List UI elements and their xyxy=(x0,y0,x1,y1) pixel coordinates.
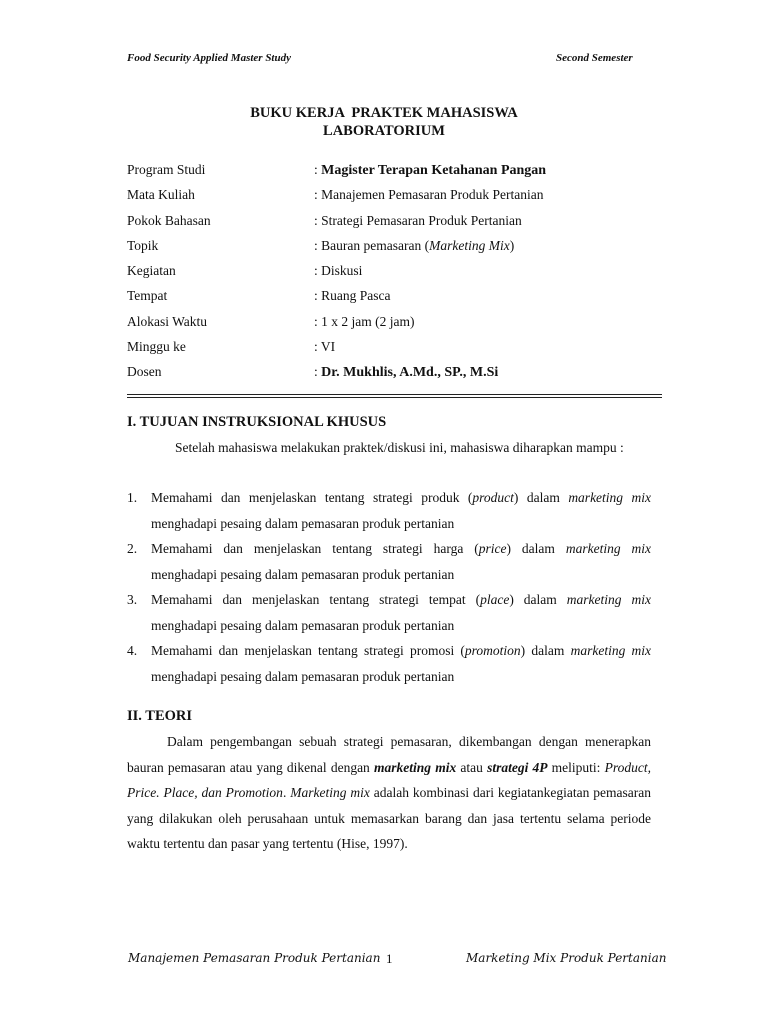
item-em: product xyxy=(472,490,514,505)
list-number: 2. xyxy=(127,541,138,556)
list-number: 4. xyxy=(127,643,138,658)
info-label: Minggu ke xyxy=(127,339,186,355)
item-text: menghadapi pesaing dalam pemasaran produk pertanian xyxy=(151,668,455,684)
item-text: ) dalam xyxy=(509,592,567,607)
info-row-course xyxy=(127,185,657,210)
item-em: price xyxy=(478,541,507,556)
title-line-2: LABORATORIUM xyxy=(323,123,445,139)
place-value: Ruang Pasca xyxy=(321,288,391,304)
info-value xyxy=(314,312,415,332)
item-em: promotion xyxy=(464,643,521,658)
separator: : xyxy=(314,212,322,228)
para-text: adalah kombinasi dari kegiatankegiatan pemasaran yang dilakukan oleh perusahaan untuk memasarkan barang dan jasa tertentu selama periode waktu tertentu dan pasar yang tertentu (Hise, 1997). xyxy=(127,785,652,851)
list-item xyxy=(127,536,651,587)
info-value xyxy=(314,160,546,181)
intro-text: Setelah mahasiswa melakukan praktek/diskusi ini, mahasiswa diharapkan mampu : xyxy=(175,440,624,455)
info-row-time xyxy=(127,312,657,337)
item-em: marketing mix xyxy=(565,541,651,556)
lecturer-value: Dr. Mukhlis, A.Md., SP., M.Si xyxy=(321,365,499,381)
objectives-list xyxy=(127,485,651,689)
info-row-place xyxy=(127,286,657,311)
item-em: place xyxy=(480,592,510,607)
item-text: Memahami dan menjelaskan tentang strategi promosi ( xyxy=(151,643,465,658)
para-bold-italic: marketing mix xyxy=(374,759,457,775)
item-text: menghadapi pesaing dalam pemasaran produk pertanian xyxy=(151,515,455,531)
item-text: Memahami dan menjelaskan tentang strategi harga ( xyxy=(151,541,479,556)
info-row-week xyxy=(127,337,657,362)
info-value xyxy=(314,236,514,256)
info-value xyxy=(314,261,362,281)
list-item xyxy=(127,638,651,689)
info-row-program xyxy=(127,160,657,185)
info-row-topic xyxy=(127,236,657,261)
page-number: 1 xyxy=(386,951,393,966)
document-title xyxy=(0,104,768,140)
section-heading-theory: II. TEORI xyxy=(127,708,193,724)
separator: : xyxy=(314,313,322,329)
item-text: ) dalam xyxy=(506,541,566,556)
item-em: marketing mix xyxy=(568,490,651,505)
activity-value: Diskusi xyxy=(321,263,363,279)
theory-paragraph xyxy=(127,729,651,857)
objectives-intro xyxy=(127,435,651,461)
section-heading-objectives: I. TUJUAN INSTRUKSIONAL KHUSUS xyxy=(127,414,387,430)
para-text: atau xyxy=(456,759,488,775)
separator: : xyxy=(314,237,322,253)
footer-right: Marketing Mix Produk Pertanian xyxy=(466,951,667,965)
list-number: 3. xyxy=(127,592,138,607)
separator: : xyxy=(314,288,322,304)
item-text: Memahami dan menjelaskan tentang strategi tempat ( xyxy=(151,592,481,607)
header-right: Second Semester xyxy=(556,52,633,64)
info-value xyxy=(314,185,543,205)
info-label: Tempat xyxy=(127,288,168,304)
info-label: Alokasi Waktu xyxy=(127,313,208,329)
header-left: Food Security Applied Master Study xyxy=(127,52,291,64)
list-item xyxy=(127,485,651,536)
item-em: marketing mix xyxy=(570,643,652,658)
info-row-activity xyxy=(127,261,657,286)
info-value xyxy=(314,362,498,383)
info-row-lecturer xyxy=(127,362,657,387)
info-label: Program Studi xyxy=(127,162,206,177)
item-text: menghadapi pesaing dalam pemasaran produk pertanian xyxy=(151,617,455,633)
separator: : xyxy=(314,187,322,203)
para-text: meliputi: xyxy=(547,759,605,775)
list-number: 1. xyxy=(127,490,138,505)
subject-value: Strategi Pemasaran Produk Pertanian xyxy=(321,212,522,228)
title-line-1: BUKU KERJA PRAKTEK MAHASISWA xyxy=(250,105,518,121)
item-text: menghadapi pesaing dalam pemasaran produk pertanian xyxy=(151,566,455,582)
para-text: Dalam pengembangan sebuah strategi pemasaran, dikembangan dengan menerapkan bauran pemasaran atau yang dikenal dengan xyxy=(127,734,651,775)
item-em: marketing mix xyxy=(566,592,652,607)
topic-value-em: Marketing Mix xyxy=(429,237,510,253)
info-value xyxy=(314,211,522,231)
info-value xyxy=(314,337,335,357)
week-value: VI xyxy=(320,339,336,355)
item-text: Memahami dan menjelaskan tentang strategi produk ( xyxy=(151,490,473,505)
double-rule-top xyxy=(127,394,662,395)
info-value xyxy=(314,286,391,306)
info-table xyxy=(127,160,657,388)
program-value: Magister Terapan Ketahanan Pangan xyxy=(321,163,547,178)
info-label: Kegiatan xyxy=(127,263,176,279)
info-label: Topik xyxy=(127,237,159,253)
para-text: . xyxy=(282,785,291,800)
separator: : xyxy=(314,364,322,380)
para-italic: Marketing mix xyxy=(290,785,370,800)
double-rule-bottom xyxy=(127,397,662,398)
item-text: ) dalam xyxy=(520,643,571,658)
topic-value-b: ) xyxy=(509,237,515,253)
list-item xyxy=(127,587,651,638)
info-row-subject xyxy=(127,211,657,236)
para-italic: Product, Price. Place, dan Promotion xyxy=(127,759,651,800)
info-label: Mata Kuliah xyxy=(127,187,195,203)
separator: : xyxy=(314,162,322,177)
info-label: Pokok Bahasan xyxy=(127,212,211,228)
course-value: Manajemen Pemasaran Produk Pertanian xyxy=(321,187,544,203)
time-value: 1 x 2 jam (2 jam) xyxy=(321,313,415,329)
topic-value-a: Bauran pemasaran ( xyxy=(321,237,430,253)
item-text: ) dalam xyxy=(513,490,569,505)
para-bold-italic: strategi 4P xyxy=(487,759,548,775)
separator: : xyxy=(314,339,321,355)
info-label: Dosen xyxy=(127,364,162,380)
footer-left: Manajemen Pemasaran Produk Pertanian xyxy=(128,951,381,965)
separator: : xyxy=(314,263,322,279)
